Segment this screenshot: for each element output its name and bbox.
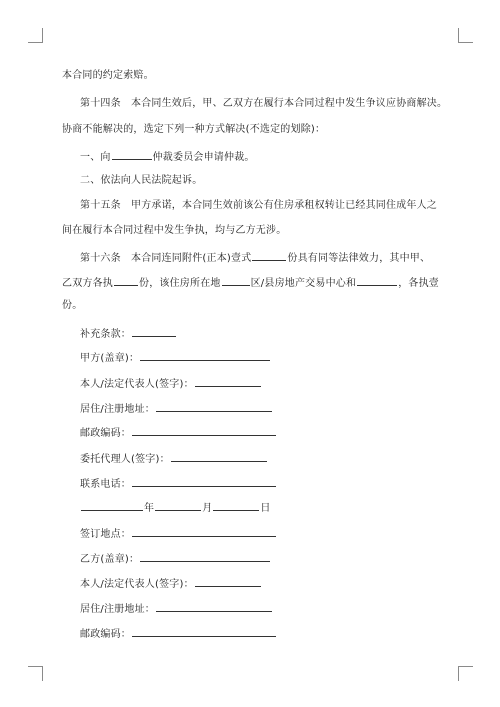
party-a-address [80, 401, 500, 416]
signing-place-blank[interactable] [132, 526, 276, 537]
party-a-address-label: 居住/注册地址： [80, 404, 155, 415]
party-a-agent-blank[interactable] [171, 451, 267, 462]
party-a-seal-blank[interactable] [140, 350, 270, 361]
party-b-address-blank[interactable] [156, 601, 272, 612]
party-b-postcode-blank[interactable] [132, 626, 276, 637]
arbitration-commission-blank[interactable] [112, 149, 152, 160]
party-a-rep-blank[interactable] [195, 376, 261, 387]
supplementary-terms [80, 326, 500, 341]
article-15-line-1: 第十五条 甲方承诺，本合同生效前该公有住房承租权转让已经其同住成年人之 [80, 200, 437, 211]
party-a-postcode-label: 邮政编码： [80, 428, 131, 439]
article-16-prefix: 第十六条 本合同连同附件(正本)壹式 [80, 253, 252, 264]
copies-count-blank[interactable] [252, 250, 286, 261]
article-16-line-1 [80, 250, 500, 265]
party-a-phone-blank[interactable] [132, 476, 276, 487]
party-a-phone [80, 476, 500, 491]
party-a-postcode-blank[interactable] [132, 425, 276, 436]
party-a-representative [80, 376, 500, 391]
supplementary-label: 补充条款： [80, 329, 131, 340]
district-blank[interactable] [222, 275, 250, 286]
option-1-suffix: 仲裁委员会申请仲裁。 [152, 152, 255, 163]
party-a-seal [80, 350, 500, 365]
party-a-agent [80, 451, 500, 466]
article-14-line-2: 协商不能解决的，选定下列一种方式解决(不选定的划除)： [62, 124, 326, 135]
party-a-phone-label: 联系电话： [80, 479, 131, 490]
crop-mark-bottom-right [458, 666, 473, 681]
article-14-line-1: 第十四条 本合同生效后，甲、乙双方在履行本合同过程中发生争议应协商解决。 [80, 98, 448, 109]
other-party-blank[interactable] [357, 275, 397, 286]
day-label: 日 [260, 503, 271, 514]
article-16-line-3: 份。 [62, 300, 83, 311]
option-court: 二、依法向人民法院起诉。 [80, 175, 203, 186]
article-16-text-b: 份，该住房所在地 [139, 278, 221, 289]
year-blank[interactable] [81, 500, 143, 511]
party-b-address-label: 居住/注册地址： [80, 604, 155, 615]
year-label: 年 [144, 503, 155, 514]
signing-place [80, 526, 500, 541]
paragraph-claim: 本合同的约定索赔。 [62, 70, 154, 81]
article-16-text-a: 乙双方各执 [62, 278, 113, 289]
party-b-representative [80, 576, 500, 591]
month-label: 月 [202, 503, 213, 514]
option-1-prefix: 一、向 [80, 152, 111, 163]
party-b-seal-label: 乙方(盖章)： [80, 554, 140, 565]
article-16-suffix: 份具有同等法律效力，其中甲、 [287, 253, 431, 264]
party-b-postcode [80, 626, 500, 641]
date-line [80, 500, 500, 515]
copies-each-blank[interactable] [114, 275, 138, 286]
party-a-rep-label: 本人/法定代表人(签字)： [80, 379, 194, 390]
article-16-text-d: ，各执壹 [398, 278, 439, 289]
party-a-postcode [80, 425, 500, 440]
party-b-address [80, 601, 500, 616]
party-b-postcode-label: 邮政编码： [80, 629, 131, 640]
signing-place-label: 签订地点： [80, 529, 131, 540]
party-b-rep-blank[interactable] [195, 576, 261, 587]
crop-mark-bottom-left [28, 666, 43, 681]
supplementary-blank[interactable] [132, 326, 176, 337]
crop-mark-top-right [458, 28, 473, 43]
party-b-seal [80, 551, 500, 566]
month-blank[interactable] [155, 500, 201, 511]
party-a-address-blank[interactable] [156, 401, 272, 412]
article-15-line-2: 间在履行本合同过程中发生争执，均与乙方无涉。 [62, 225, 287, 236]
party-a-agent-label: 委托代理人(签字)： [80, 454, 170, 465]
option-arbitration [80, 149, 500, 164]
party-b-seal-blank[interactable] [140, 551, 270, 562]
party-b-rep-label: 本人/法定代表人(签字)： [80, 579, 194, 590]
day-blank[interactable] [213, 500, 259, 511]
crop-mark-top-left [28, 28, 43, 43]
party-a-seal-label: 甲方(盖章)： [80, 353, 140, 364]
article-16-text-c: 区/县房地产交易中心和 [250, 278, 357, 289]
article-16-line-2 [62, 275, 500, 290]
